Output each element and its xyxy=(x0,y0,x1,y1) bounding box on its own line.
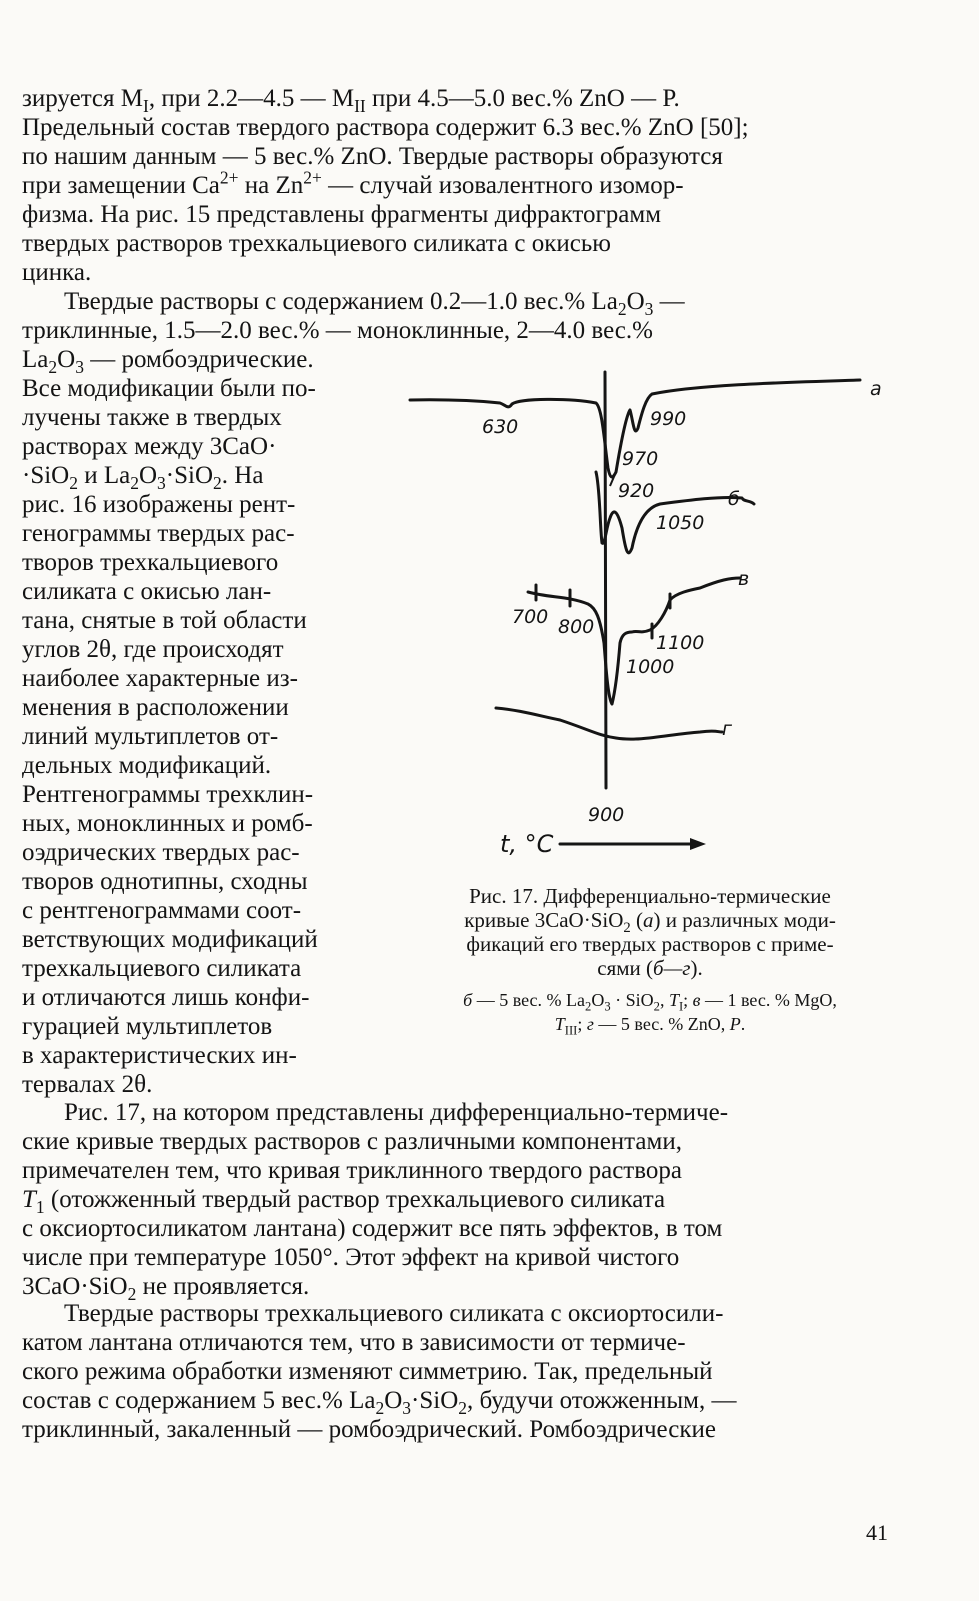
text-line: примечателен тем, что кривая триклинного твердого раствора xyxy=(22,1157,682,1184)
text-line: сями (б—г). xyxy=(597,956,703,980)
text-line: менения в расположении xyxy=(22,694,289,721)
text-line: при замещении $Ca^{2+}$ на $Zn^{2+}$ — случай изовалентного изомор- xyxy=(22,167,684,199)
text-line: с рентгенограммами соот- xyxy=(22,897,302,924)
text-line: цинка. xyxy=(22,259,92,286)
paragraph-lanthanum xyxy=(22,287,904,377)
text-line: генограммы твердых рас- xyxy=(22,520,295,547)
text-line: ские кривые твердых растворов с различными компонентами, xyxy=(22,1128,682,1155)
text-line: триклинный, закаленный — ромбоэдрический. Ромбоэдрические xyxy=(22,1416,716,1443)
text-line: $T_1$ (отожженный твердый раствор трехкальциевого силиката xyxy=(22,1186,666,1217)
text-line: в характеристических ин- xyxy=(22,1042,297,1069)
text-line: Рис. 17, на котором представлены дифференциально-термиче- xyxy=(64,1099,729,1126)
text-line: твердых растворов трехкальциевого силиката с окисью xyxy=(22,230,611,257)
temp-800: 800 xyxy=(558,616,595,638)
text-line: гурацией мультиплетов xyxy=(22,1013,273,1040)
label-curve-a: а xyxy=(870,378,882,400)
temp-1050: 1050 xyxy=(656,512,705,534)
temp-920: 920 xyxy=(618,480,655,502)
text-line: Рентгенограммы трехклин- xyxy=(22,781,314,808)
text-line: ных, моноклинных и ромб- xyxy=(22,810,313,837)
text-line: $La_2O_3$ — ромбоэдрические. xyxy=(22,346,314,377)
text-line: Рис. 17. Дифференциально-термические xyxy=(469,884,831,908)
text-line: ветствующих модификаций xyxy=(22,926,318,953)
text-line: и отличаются лишь конфи- xyxy=(22,984,310,1011)
text-line: триклинные, 1.5—2.0 вес.% — моноклинные, 2—4.0 вес.% xyxy=(22,317,653,344)
text-line: фикаций его твердых растворов с приме- xyxy=(466,932,834,956)
axis-label-t: t, °C xyxy=(500,830,554,858)
text-line: физма. На рис. 15 представлены фрагменты дифрактограмм xyxy=(22,201,662,228)
temp-900: 900 xyxy=(588,804,625,826)
paragraph-lanthanum-symmetry xyxy=(22,1299,904,1444)
text-line: силиката с окисью лан- xyxy=(22,578,272,605)
text-line: ·SiO$_2$ и $La_2O_3\cdot SiO_2$. На xyxy=(22,462,264,493)
temp-1100: 1100 xyxy=(656,632,705,654)
text-line: линий мультиплетов от- xyxy=(22,723,279,750)
temp-970: 970 xyxy=(622,448,659,470)
text-line: тана, снятые в той области xyxy=(22,607,307,634)
curve-v xyxy=(528,578,740,704)
figure-caption-notes xyxy=(400,988,900,1036)
temp-700: 700 xyxy=(512,606,549,628)
wrapped-text-column xyxy=(22,374,372,1099)
text-line: Твердые растворы трехкальциевого силиката с оксиортосили- xyxy=(64,1300,724,1327)
dta-figure xyxy=(400,368,920,878)
text-line: дельных модификаций. xyxy=(22,752,272,779)
text-line: $T_{III}$; г — 5 вес. % ZnO, P. xyxy=(554,1014,746,1038)
text-line: с оксиортосиликатом лантана) содержит все пять эффектов, в том xyxy=(22,1215,723,1242)
page-number: 41 xyxy=(866,1520,888,1545)
label-curve-b: б xyxy=(728,488,740,510)
text-line: 3CaO·SiO$_2$ не проявляется. xyxy=(22,1273,310,1304)
temp-990: 990 xyxy=(650,408,687,430)
text-line: Все модификации были по- xyxy=(22,375,316,402)
label-curve-v: в xyxy=(738,568,750,590)
text-line: творов однотипны, сходны xyxy=(22,868,308,895)
text-line: зируется $M_I$, при 2.2—4.5 — $M_{II}$ при 4.5—5.0 вес.% ZnO — P. xyxy=(22,85,680,116)
curve-g xyxy=(496,708,722,739)
text-line: ского режима обработки изменяют симметрию. Так, предельный xyxy=(22,1358,713,1385)
text-line: наиболее характерные из- xyxy=(22,665,298,692)
text-line: Предельный состав твердого раствора содержит 6.3 вес.% ZnO [50]; xyxy=(22,114,749,141)
text-line: растворах между 3CaO· xyxy=(22,433,277,460)
text-line: трехкальциевого силиката xyxy=(22,955,302,982)
text-line: б — 5 вес. % $La_2O_3 \cdot SiO_2$, $T_I$; в — 1 вес. % MgO, xyxy=(463,990,837,1014)
text-line: кривые 3CaO·SiO$_2$ (а) и различных моди- xyxy=(464,908,836,937)
text-line: лучены также в твердых xyxy=(22,404,282,431)
text-line: катом лантана отличаются тем, что в зависимости от термиче- xyxy=(22,1329,686,1356)
text-line: углов 2θ, где происходят xyxy=(22,636,284,663)
temp-1000: 1000 xyxy=(626,656,675,678)
text-line: тервалах 2θ. xyxy=(22,1071,153,1098)
label-curve-g: г xyxy=(722,718,732,740)
text-line: оэдрических твердых рас- xyxy=(22,839,300,866)
figure-caption xyxy=(400,884,900,980)
paragraph-top xyxy=(22,84,904,287)
text-line: по нашим данным — 5 вес.% ZnO. Твердые растворы образуются xyxy=(22,143,723,170)
temp-630: 630 xyxy=(482,416,519,438)
text-line: числе при температуре 1050°. Этот эффект на кривой чистого xyxy=(22,1244,680,1271)
text-line: рис. 16 изображены рент- xyxy=(22,491,296,518)
paragraph-fig17 xyxy=(22,1098,904,1304)
text-line: творов трехкальциевого xyxy=(22,549,279,576)
dta-curves xyxy=(400,368,920,878)
text-line: Твердые растворы с содержанием 0.2—1.0 вес.% $La_2O_3$ — xyxy=(64,288,685,319)
text-line: состав с содержанием 5 вес.% $La_2O_3\cdot SiO_2$, будучи отожженным, — xyxy=(22,1387,737,1418)
arrow-head-icon xyxy=(690,838,706,850)
